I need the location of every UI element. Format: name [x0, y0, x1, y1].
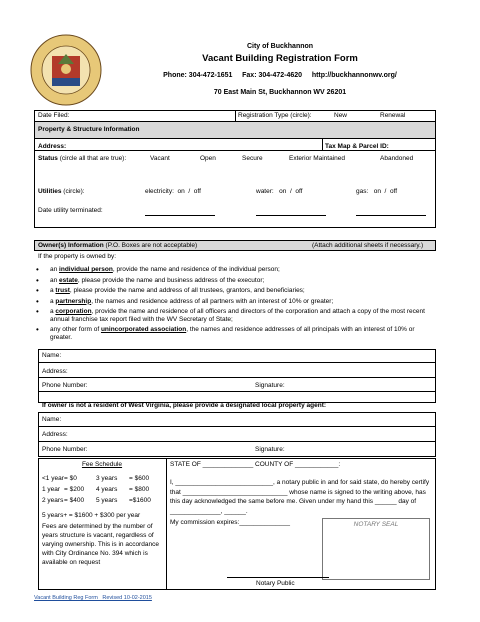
address-label: Address: — [38, 143, 67, 150]
bullet-estate: • an estate, please provide the name and business address of the executor; — [32, 277, 432, 285]
tax-map-label: Tax Map & Parcel ID: — [325, 143, 389, 150]
water-choice[interactable]: water: on / off — [256, 188, 303, 195]
agent-name-label[interactable]: Name: — [42, 416, 62, 423]
fee-five-plus: 5 years+ = $1600 + $300 per year — [42, 512, 141, 519]
owner-name-label[interactable]: Name: — [42, 352, 62, 359]
phone: Phone: 304-472-1651 — [163, 72, 233, 79]
status-row: Status (circle all that are true): — [38, 155, 127, 162]
bullet-trust: • a trust, please provide the name and address of all trustees, grantors, and beneficiaries; — [32, 287, 432, 295]
notary-seal-label: NOTARY SEAL — [353, 521, 399, 528]
bullet-unincorporated: • any other form of unincorporated association, the names and residence addresses of all principals with an interest of 10% or greater. — [32, 326, 432, 341]
city-seal — [30, 34, 102, 106]
owner-title: Owner(s) Information (P.O. Boxes are not acceptable) — [38, 242, 198, 249]
footer-revision: Vacant Building Reg Form Revised 10-02-2015 — [34, 595, 152, 601]
agent-address-label[interactable]: Address: — [42, 431, 68, 438]
date-terminated-label: Date utility terminated: — [38, 207, 103, 214]
notary-paragraph[interactable]: I, ___________________________, a notary public in and for said state, do hereby certify that _____________________________ whose name is signed to the writing above, has this day acknowledged the same before me. Given under my hand this ______ day of ______________, ______. — [170, 479, 430, 515]
bullet-partnership: • a partnership, the names and residence address of all partners with an interest of 10% or greater; — [32, 298, 432, 306]
gas-choice[interactable]: gas: on / off — [356, 188, 398, 195]
bullet-individual: • an individual person, provide the name and residence of the individual person; — [32, 266, 432, 274]
notary-state-line[interactable]: STATE OF ______________ COUNTY OF ____________: — [170, 461, 341, 468]
fee-schedule-title: Fee Schedule — [81, 461, 123, 468]
fax: Fax: 304-472-4620 — [242, 72, 303, 79]
owner-phone-label[interactable]: Phone Number: — [42, 382, 88, 389]
owner-attach-note: (Attach additional sheets if necessary.) — [312, 242, 424, 249]
notary-signature-line[interactable] — [227, 577, 329, 578]
electricity-choice[interactable]: electricity: on / off — [145, 188, 201, 195]
agent-title: If owner is not a resident of West Virginia, please provide a designated local property agent: — [42, 402, 327, 409]
fee-row: 2 years = $400 5 years =$1600 — [42, 497, 151, 504]
agent-phone-label[interactable]: Phone Number: — [42, 446, 88, 453]
form-title: Vacant Building Registration Form — [202, 53, 358, 64]
utilities-label: Utilities (circle): — [38, 188, 85, 195]
notary-commission[interactable]: My commission expires:______________ — [170, 519, 290, 526]
website-link[interactable]: http://buckhannonwv.org/ — [311, 72, 397, 79]
registration-new[interactable]: New — [334, 112, 348, 119]
status-exterior-maintained[interactable]: Exterior Maintained — [289, 155, 345, 162]
registration-type: Registration Type (circle): — [238, 112, 312, 119]
status-secure[interactable]: Secure — [242, 155, 263, 162]
electricity-date-field[interactable] — [145, 215, 215, 216]
section-title-property: Property & Structure Information — [38, 126, 140, 133]
owner-address-label[interactable]: Address: — [42, 368, 68, 375]
city-name: City of Buckhannon — [246, 43, 314, 50]
agent-fields-table — [38, 412, 436, 457]
bullet-corporation: • a corporation, provide the name and residence of all officers and directors of the corporation and attach a copy of the most recent annual franchise tax report filed with the WV Secretary of State; — [32, 308, 432, 323]
water-date-field[interactable] — [256, 215, 326, 216]
office-address: 70 East Main St, Buckhannon WV 26201 — [213, 89, 347, 96]
fee-row: 1 year = $200 4 years = $800 — [42, 486, 150, 493]
fee-note: Fees are determined by the number of years structure is vacant, regardless of varying ownership. This is in accordance with City Ordinance No. 394 which is available on request — [42, 523, 159, 566]
gas-date-field[interactable] — [356, 215, 426, 216]
status-open[interactable]: Open — [200, 155, 216, 162]
fee-row: <1 year = $0 3 years = $600 — [42, 475, 150, 482]
owner-intro: If the property is owned by: — [38, 253, 117, 260]
notary-public-label: Notary Public — [256, 580, 295, 587]
owner-fields-table — [38, 349, 436, 403]
owner-bullets — [32, 266, 432, 344]
date-filed-label: Date Filed: — [38, 112, 70, 119]
owner-signature-label[interactable]: Signature: — [255, 382, 285, 389]
contact-line — [100, 71, 460, 80]
registration-renewal[interactable]: Renewal — [380, 112, 406, 119]
status-abandoned[interactable]: Abandoned — [380, 155, 414, 162]
agent-signature-label[interactable]: Signature: — [255, 446, 285, 453]
fee-table — [42, 475, 166, 508]
status-vacant[interactable]: Vacant — [150, 155, 170, 162]
